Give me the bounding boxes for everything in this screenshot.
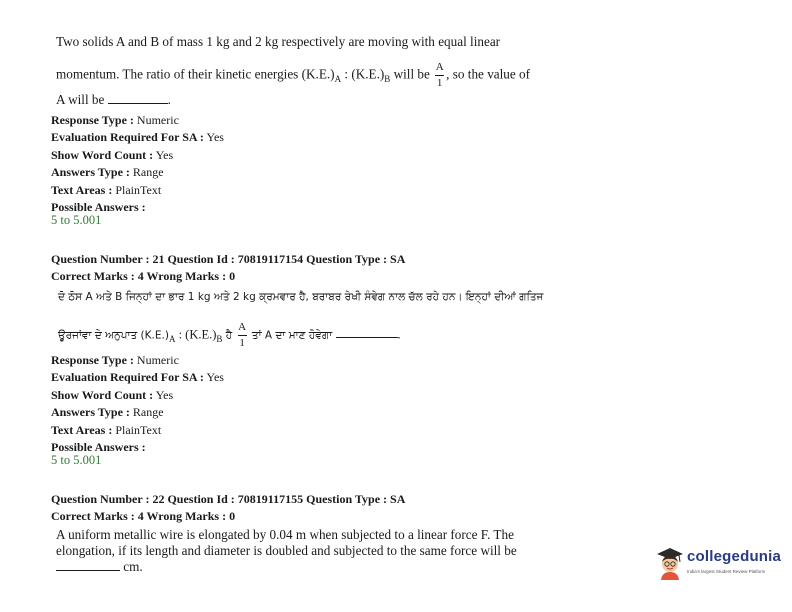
q21-line2-a: ਊਰਜਾਂਵਾ ਦੇ ਅਨੁਪਾਤ (K.E.) xyxy=(58,329,169,342)
meta-label: Possible Answers : xyxy=(51,439,146,454)
q21-line2 xyxy=(58,322,401,349)
meta-row xyxy=(51,130,224,144)
meta-row xyxy=(51,113,224,127)
meta-row xyxy=(51,183,224,197)
meta-row xyxy=(51,165,224,179)
meta-label: Show Word Count : xyxy=(51,387,154,402)
meta-value: Yes xyxy=(153,387,174,402)
meta-row xyxy=(51,405,224,419)
meta-row xyxy=(51,353,224,367)
q20-fraction xyxy=(435,62,444,89)
q20-line2-b: : (K.E.) xyxy=(341,66,385,82)
q20-line3 xyxy=(56,92,171,108)
meta-row xyxy=(51,148,224,162)
meta-value: Yes xyxy=(203,130,224,145)
q22-header: Question Number : 22 Question Id : 70819117155 Question Type : SA xyxy=(51,492,406,506)
meta-value: Yes xyxy=(153,147,174,162)
answer-blank xyxy=(336,336,398,338)
q22-marks: Correct Marks : 4 Wrong Marks : 0 xyxy=(51,509,236,523)
q21-line1: ਦੋ ਠੋਸ A ਅਤੇ B ਜਿਨ੍ਹਾਂ ਦਾ ਭਾਰ 1 kg ਅਤੇ 2 kg ਕ੍ਰਮਵਾਰ ਹੈ, ਬਰਾਬਰ ਰੇਖੀ ਸੰਵੇਗ ਨਾਲ ਚੱਲ ਰਹੇ ਹਨ। ਇਨ੍ਹਾਂ ਦੀਆਂ ਗਤਿਜ xyxy=(58,291,544,303)
q21-fraction xyxy=(238,322,247,349)
meta-label: Answers Type : xyxy=(51,165,130,180)
logo-name: collegedunia xyxy=(687,548,782,565)
q22-line1: A uniform metallic wire is elongated by 0.04 m when subjected to a linear force F. The xyxy=(56,527,514,542)
q20-line2 xyxy=(56,62,530,89)
meta-label: Answers Type : xyxy=(51,405,130,420)
q21-header: Question Number : 21 Question Id : 70819117154 Question Type : SA xyxy=(51,252,406,266)
q20-meta-list xyxy=(51,113,224,214)
q20-line3-end: . xyxy=(167,92,171,107)
q21-line2-end: . xyxy=(397,327,401,342)
q20-line2-c: will be xyxy=(390,66,434,82)
meta-label: Text Areas : xyxy=(51,422,113,437)
q21-possible-answer: 5 to 5.001 xyxy=(51,453,102,467)
collegedunia-logo[interactable] xyxy=(655,548,785,582)
logo-tagline: India's largest Student Review Platform xyxy=(687,569,766,574)
meta-row xyxy=(51,370,224,384)
q20-line2-d: , so the value of xyxy=(446,66,531,82)
meta-value: PlainText xyxy=(112,182,162,197)
q20-possible-answer: 5 to 5.001 xyxy=(51,213,102,227)
student-mascot-icon xyxy=(655,546,685,582)
q22-line2: elongation, if its length and diameter is doubled and subjected to the same force will be xyxy=(56,543,517,558)
q22-line3-text: cm. xyxy=(120,559,143,574)
meta-value: PlainText xyxy=(112,422,162,437)
meta-value: Numeric xyxy=(133,113,179,127)
q21-line2-c: ਹੈ xyxy=(222,329,236,342)
q20-sub-a: A xyxy=(334,74,342,85)
meta-label: Show Word Count : xyxy=(51,147,154,162)
q20-line3-text: A will be xyxy=(56,92,108,107)
q20-frac-num: A xyxy=(435,61,444,73)
q21-line2-d: ਤਾਂ A ਦਾ ਮਾਣ ਹੋਵੇਗਾ xyxy=(248,329,336,342)
meta-label: Response Type : xyxy=(51,113,134,127)
meta-label: Evaluation Required For SA : xyxy=(51,130,204,145)
q21-meta-list xyxy=(51,353,224,454)
meta-label: Possible Answers : xyxy=(51,199,146,214)
meta-value: Numeric xyxy=(133,353,179,367)
q20-line1: Two solids A and B of mass 1 kg and 2 kg respectively are moving with equal linear xyxy=(56,34,501,49)
answer-blank xyxy=(56,569,120,571)
meta-value: Range xyxy=(129,165,164,180)
meta-label: Text Areas : xyxy=(51,182,113,197)
q21-marks: Correct Marks : 4 Wrong Marks : 0 xyxy=(51,269,236,283)
q20-sub-b: B xyxy=(384,74,391,85)
answer-blank xyxy=(108,102,168,104)
q20-frac-den: 1 xyxy=(436,77,443,89)
q21-sub-b: B xyxy=(216,333,223,344)
meta-value: Yes xyxy=(203,370,224,385)
q21-frac-den: 1 xyxy=(239,337,245,349)
q21-frac-num: A xyxy=(238,321,247,333)
meta-row xyxy=(51,423,224,437)
meta-row xyxy=(51,388,224,402)
q22-line3 xyxy=(56,559,143,575)
meta-label: Evaluation Required For SA : xyxy=(51,370,204,385)
q21-sub-a: A xyxy=(168,333,176,344)
meta-label: Response Type : xyxy=(51,353,134,367)
q20-line2-a: momentum. The ratio of their kinetic energies (K.E.) xyxy=(56,66,335,82)
meta-value: Range xyxy=(129,405,164,420)
q21-line2-b: : (K.E.) xyxy=(175,327,217,342)
